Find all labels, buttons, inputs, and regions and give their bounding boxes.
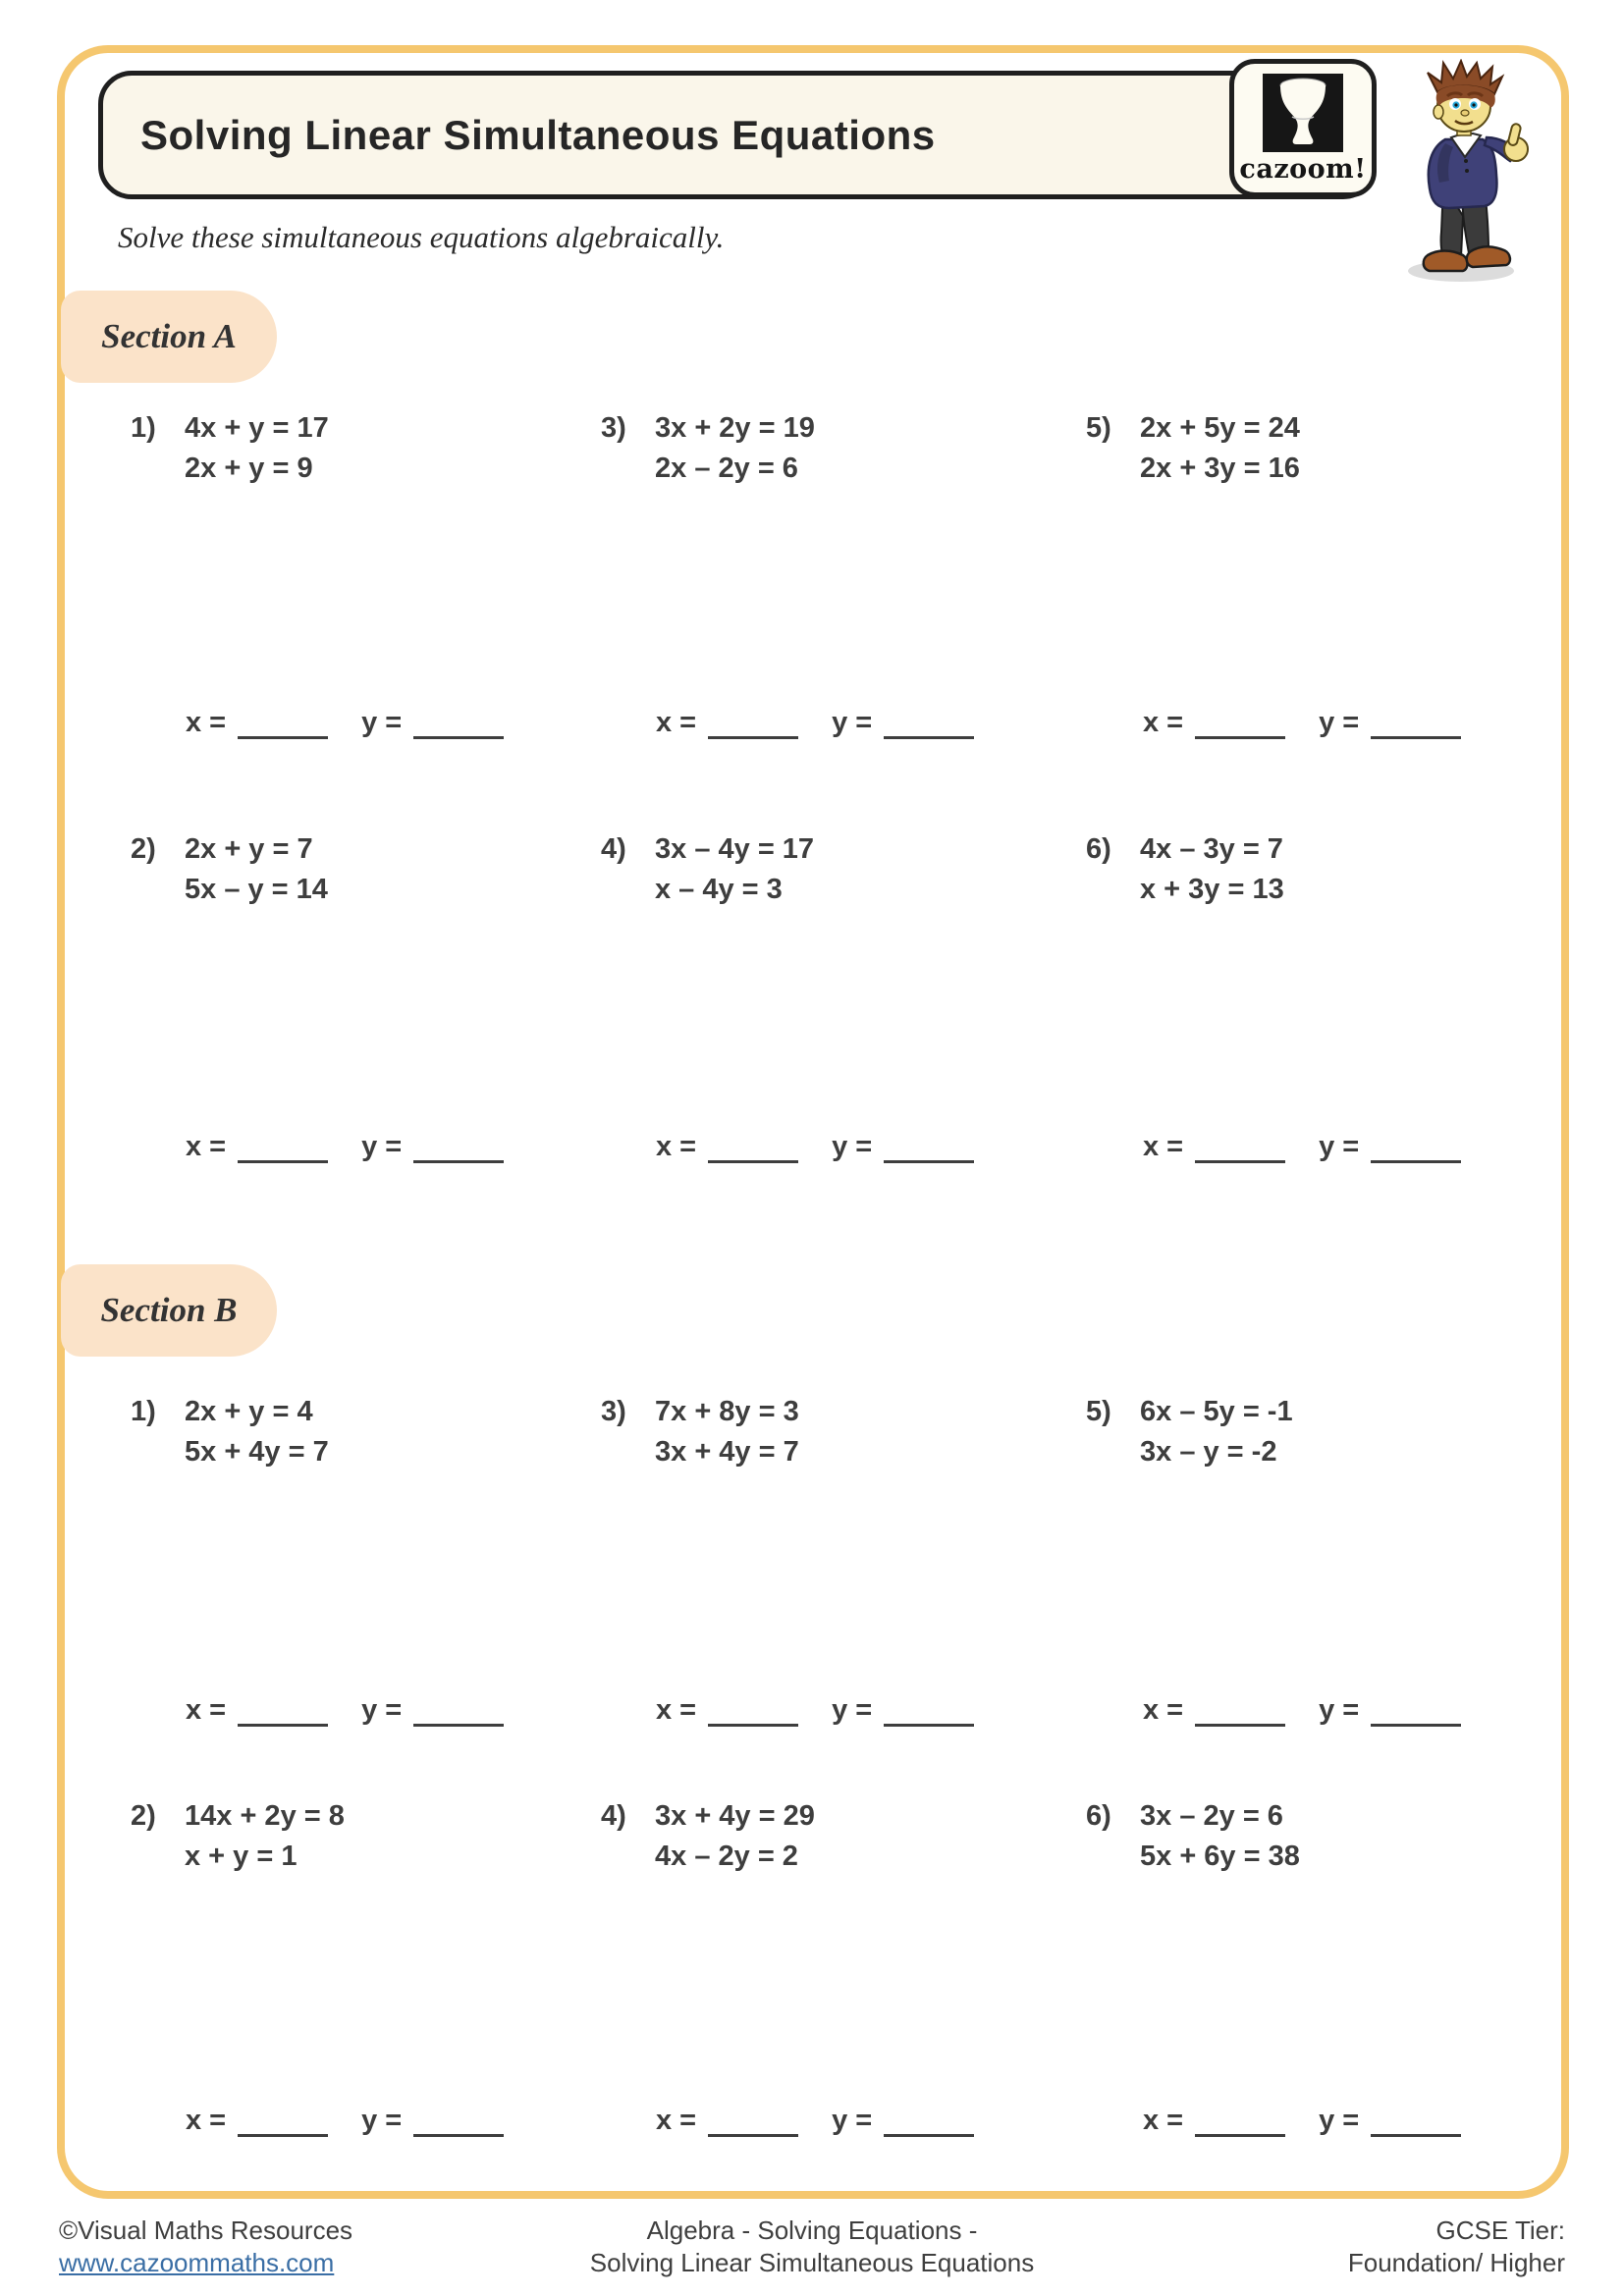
- equation-line-1: 6x – 5y = -1: [1140, 1396, 1293, 1427]
- answer-blank-x[interactable]: [1195, 703, 1285, 739]
- x-label: x =: [1143, 1131, 1184, 1162]
- equation-line-2: x + 3y = 13: [1140, 874, 1284, 905]
- answer-blank-x[interactable]: [1195, 1127, 1285, 1163]
- answer-group-b2: [186, 2101, 504, 2137]
- answer-blank-y[interactable]: [1371, 703, 1461, 739]
- answer-blank-y[interactable]: [884, 703, 974, 739]
- footer-category-line-1: Algebra - Solving Equations -: [646, 2216, 978, 2245]
- answer-blank-y[interactable]: [884, 1690, 974, 1727]
- problem-b2: [131, 1796, 345, 1877]
- answer-group-a1: [186, 703, 504, 739]
- problem-number: 4): [601, 833, 626, 865]
- problem-b3: [601, 1392, 799, 1472]
- footer-category-line-2: Solving Linear Simultaneous Equations: [589, 2248, 1035, 2277]
- y-label: y =: [361, 2105, 403, 2136]
- equation-line-1: 2x + y = 7: [185, 833, 313, 865]
- x-label: x =: [1143, 2105, 1184, 2136]
- footer-tier: [1348, 2215, 1565, 2279]
- mascot-boy-illustration: [1394, 59, 1542, 290]
- problem-number: 6): [1086, 833, 1111, 865]
- x-label: x =: [186, 1694, 227, 1726]
- footer-copyright: ©Visual Maths Resources: [59, 2216, 353, 2245]
- logo-box: [1229, 59, 1377, 197]
- problem-a4: [601, 829, 814, 910]
- answer-group-b1: [186, 1690, 504, 1727]
- title-box: [98, 71, 1377, 199]
- equation-line-1: 2x + y = 4: [185, 1396, 313, 1427]
- answer-group-a5: [1143, 703, 1461, 739]
- y-label: y =: [361, 1131, 403, 1162]
- problem-number: 6): [1086, 1800, 1111, 1832]
- problem-a5: [1086, 408, 1300, 489]
- equation-line-2: 5x + 4y = 7: [185, 1436, 329, 1468]
- cazoom-drum-icon: [1263, 74, 1343, 152]
- equation-line-2: 4x – 2y = 2: [655, 1841, 798, 1872]
- footer-tier-value: Foundation/ Higher: [1347, 2248, 1565, 2277]
- footer-tier-label: GCSE Tier:: [1435, 2216, 1565, 2245]
- answer-blank-x[interactable]: [708, 703, 798, 739]
- equation-line-1: 4x – 3y = 7: [1140, 833, 1283, 865]
- answer-blank-x[interactable]: [708, 1127, 798, 1163]
- answer-blank-y[interactable]: [884, 2101, 974, 2137]
- y-label: y =: [1319, 2105, 1360, 2136]
- x-label: x =: [1143, 707, 1184, 738]
- problem-b4: [601, 1796, 815, 1877]
- equation-line-1: 3x + 4y = 29: [655, 1800, 815, 1832]
- x-label: x =: [656, 707, 697, 738]
- problem-number: 4): [601, 1800, 626, 1832]
- equation-line-1: 3x + 2y = 19: [655, 412, 815, 444]
- problem-b6: [1086, 1796, 1300, 1877]
- problem-a3: [601, 408, 815, 489]
- answer-group-b3: [656, 1690, 974, 1727]
- instruction-text: Solve these simultaneous equations algebraically.: [118, 220, 725, 254]
- y-label: y =: [832, 2105, 873, 2136]
- page-title: Solving Linear Simultaneous Equations: [140, 111, 936, 158]
- equation-line-1: 2x + 5y = 24: [1140, 412, 1300, 444]
- y-label: y =: [1319, 1131, 1360, 1162]
- answer-blank-x[interactable]: [238, 703, 328, 739]
- cazoom-logo-text: cazoom!: [1239, 154, 1367, 185]
- answer-blank-y[interactable]: [413, 1127, 504, 1163]
- answer-group-a4: [656, 1127, 974, 1163]
- problem-number: 3): [601, 412, 626, 444]
- section-a-label: Section A: [61, 291, 277, 383]
- equation-line-1: 14x + 2y = 8: [185, 1800, 345, 1832]
- x-label: x =: [186, 1131, 227, 1162]
- problem-a1: [131, 408, 329, 489]
- answer-blank-y[interactable]: [413, 703, 504, 739]
- answer-group-a3: [656, 703, 974, 739]
- x-label: x =: [186, 2105, 227, 2136]
- section-b-label: Section B: [61, 1264, 277, 1357]
- problem-number: 3): [601, 1396, 626, 1427]
- problem-number: 5): [1086, 412, 1111, 444]
- answer-blank-x[interactable]: [238, 1127, 328, 1163]
- y-label: y =: [832, 707, 873, 738]
- equation-line-2: x – 4y = 3: [655, 874, 783, 905]
- equation-line-2: x + y = 1: [185, 1841, 298, 1872]
- x-label: x =: [656, 1131, 697, 1162]
- x-label: x =: [656, 2105, 697, 2136]
- equation-line-2: 2x + 3y = 16: [1140, 453, 1300, 484]
- problem-b5: [1086, 1392, 1293, 1472]
- x-label: x =: [1143, 1694, 1184, 1726]
- problem-number: 2): [131, 1800, 156, 1832]
- answer-blank-y[interactable]: [884, 1127, 974, 1163]
- answer-blank-x[interactable]: [708, 2101, 798, 2137]
- x-label: x =: [656, 1694, 697, 1726]
- equation-line-2: 2x + y = 9: [185, 453, 313, 484]
- answer-blank-y[interactable]: [1371, 2101, 1461, 2137]
- problem-a6: [1086, 829, 1284, 910]
- answer-blank-x[interactable]: [1195, 1690, 1285, 1727]
- y-label: y =: [361, 707, 403, 738]
- problem-b1: [131, 1392, 329, 1472]
- answer-blank-y[interactable]: [413, 2101, 504, 2137]
- answer-group-a2: [186, 1127, 504, 1163]
- equation-line-1: 7x + 8y = 3: [655, 1396, 799, 1427]
- answer-blank-y[interactable]: [1371, 1690, 1461, 1727]
- answer-group-b4: [656, 2101, 974, 2137]
- answer-blank-x[interactable]: [238, 2101, 328, 2137]
- problem-number: 1): [131, 1396, 156, 1427]
- answer-blank-y[interactable]: [413, 1690, 504, 1727]
- problem-number: 2): [131, 833, 156, 865]
- answer-blank-x[interactable]: [1195, 2101, 1285, 2137]
- y-label: y =: [1319, 1694, 1360, 1726]
- answer-group-b6: [1143, 2101, 1461, 2137]
- y-label: y =: [832, 1694, 873, 1726]
- answer-blank-x[interactable]: [708, 1690, 798, 1727]
- answer-group-b5: [1143, 1690, 1461, 1727]
- equation-line-2: 3x – y = -2: [1140, 1436, 1277, 1468]
- equation-line-1: 3x – 4y = 17: [655, 833, 815, 865]
- equation-line-1: 4x + y = 17: [185, 412, 329, 444]
- problem-number: 1): [131, 412, 156, 444]
- answer-group-a6: [1143, 1127, 1461, 1163]
- answer-blank-y[interactable]: [1371, 1127, 1461, 1163]
- equation-line-2: 5x + 6y = 38: [1140, 1841, 1300, 1872]
- footer-website-link[interactable]: www.cazoommaths.com: [59, 2248, 335, 2277]
- y-label: y =: [1319, 707, 1360, 738]
- x-label: x =: [186, 707, 227, 738]
- equation-line-2: 5x – y = 14: [185, 874, 328, 905]
- equation-line-1: 3x – 2y = 6: [1140, 1800, 1283, 1832]
- equation-line-2: 3x + 4y = 7: [655, 1436, 799, 1468]
- problem-a2: [131, 829, 328, 910]
- y-label: y =: [361, 1694, 403, 1726]
- y-label: y =: [832, 1131, 873, 1162]
- equation-line-2: 2x – 2y = 6: [655, 453, 798, 484]
- answer-blank-x[interactable]: [238, 1690, 328, 1727]
- problem-number: 5): [1086, 1396, 1111, 1427]
